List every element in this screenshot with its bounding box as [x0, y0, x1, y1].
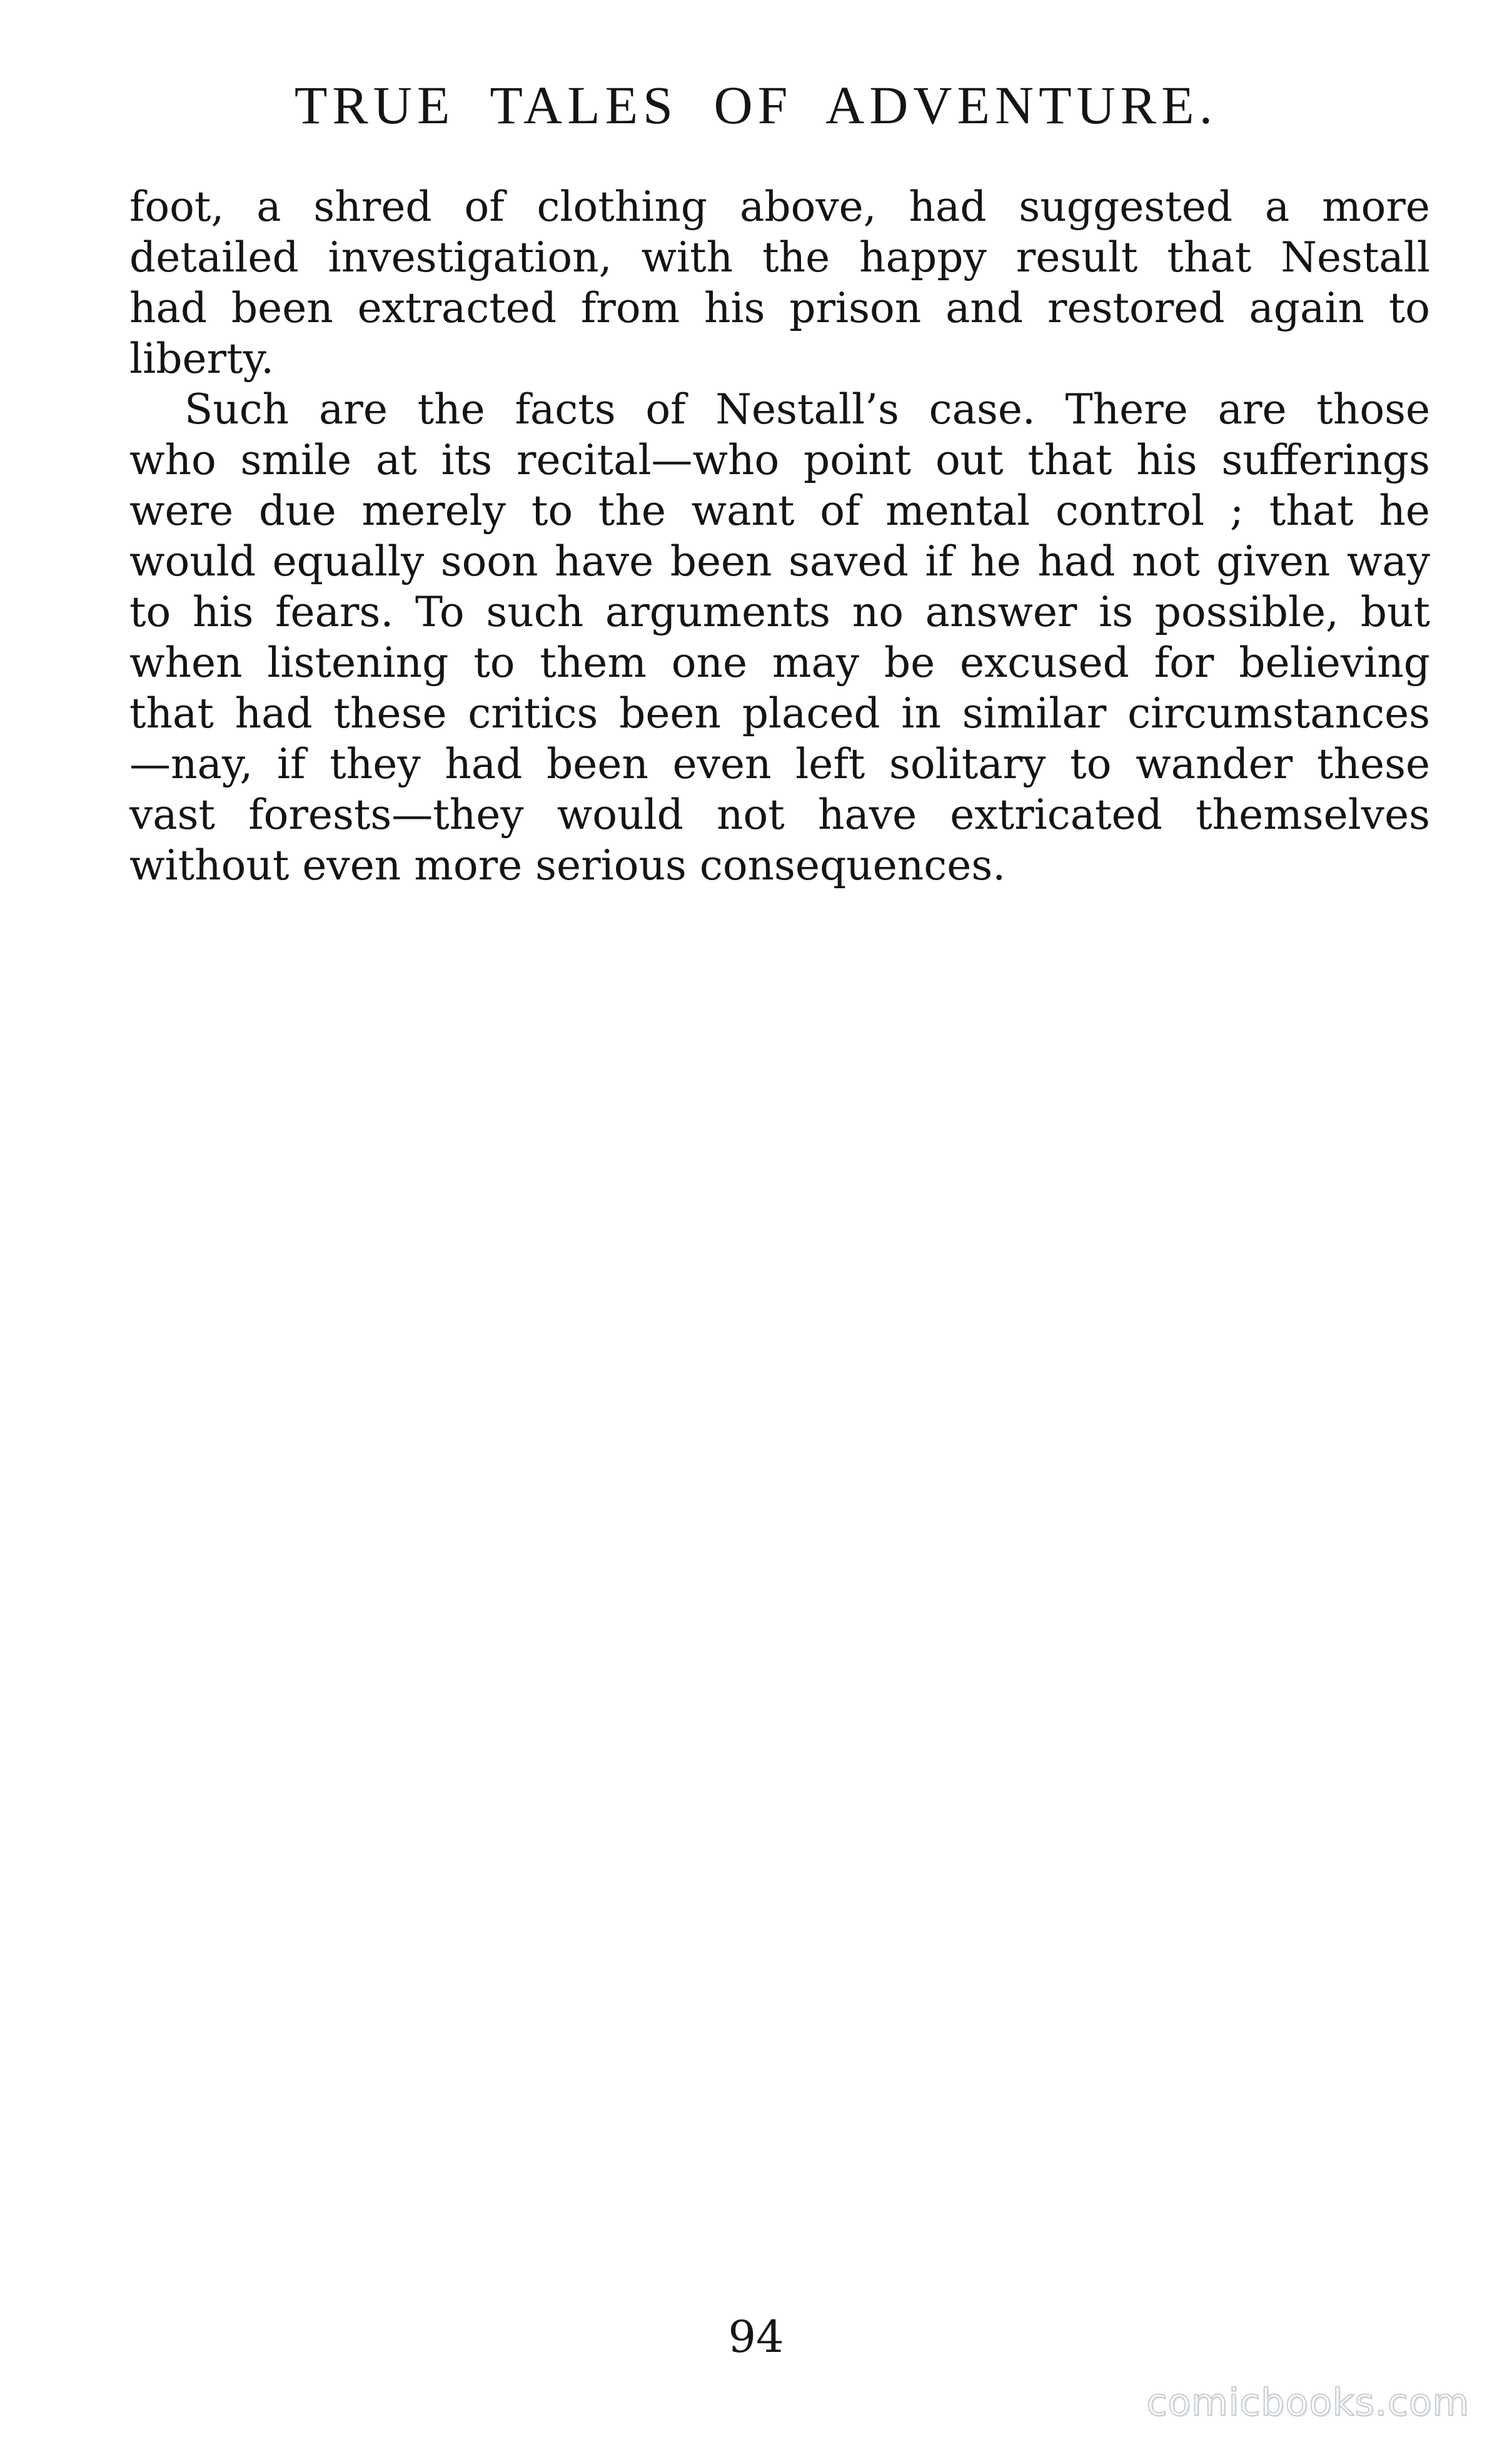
running-head: TRUE TALES OF ADVENTURE.	[294, 75, 1218, 135]
text-line: Such are the facts of Nestall’s case. There are those	[184, 385, 1430, 433]
text-line: who smile at its recital—who point out that his sufferings	[129, 436, 1430, 484]
text-line: liberty.	[129, 335, 275, 383]
text-line: would equally soon have been saved if he had not given way	[129, 537, 1430, 585]
text-line: to his fears. To such arguments no answer is possible, but	[129, 588, 1430, 636]
text-line: detailed investigation, with the happy result that Nestall	[129, 233, 1430, 281]
text-line: without even more serious consequences.	[129, 841, 1006, 889]
text-line: were due merely to the want of mental control ; that he	[129, 487, 1430, 535]
text-line: had been extracted from his prison and restored again to	[129, 284, 1430, 332]
body-text	[129, 181, 1430, 891]
text-line: that had these critics been placed in similar circumstances	[129, 689, 1430, 737]
paragraph	[129, 384, 1430, 891]
text-line: when listening to them one may be excused for believing	[129, 639, 1430, 687]
page-number: 94	[728, 2311, 784, 2363]
text-line: vast forests—they would not have extricated themselves	[129, 791, 1430, 839]
paragraph	[129, 181, 1430, 384]
watermark: comicbooks.com	[1146, 2381, 1469, 2424]
text-line: —nay, if they had been even left solitary to wander these	[129, 740, 1430, 788]
text-line: foot, a shred of clothing above, had suggested a more	[129, 183, 1430, 231]
